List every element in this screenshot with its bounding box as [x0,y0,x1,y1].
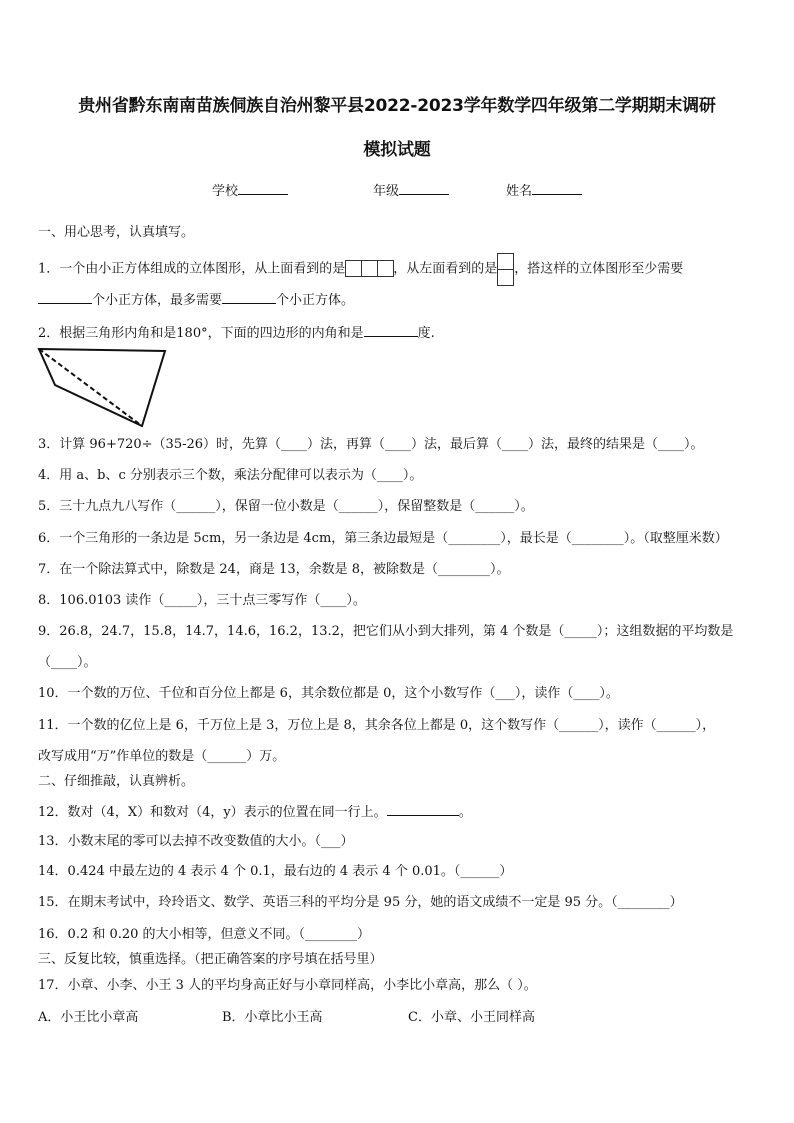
answer-blank[interactable] [364,322,418,337]
quadrilateral-shape [39,349,165,426]
question-1-cont: 个小正方体，最多需要 个小正方体。 [38,289,354,311]
section-3-heading: 三、反复比较，慎重选择。（把正确答案的序号填在括号里） [38,952,383,967]
question-5: 5．三十九点九八写作（______），保留一位小数是（______），保留整数是（______）。 [38,499,534,514]
question-11: 11．一个数的亿位上是 6，千万位上是 3，万位上是 8，其余各位上都是 0，这个数写作（______），读作（______）， [38,718,716,733]
question-10: 10．一个数的万位、千位和百分位上都是 6，其余数位都是 0，这个小数写作（___），读作（____）。 [38,686,619,701]
question-4: 4．用 a、b、c 分别表示三个数，乘法分配律可以表示为（____）。 [38,468,423,483]
student-info [0,180,794,200]
question-1: 1．一个由小正方体组成的立体图形，从上面看到的是 ，从左面看到的是 ，搭这样的立体图形至少需要 [38,253,683,285]
left-view-figure [497,253,514,285]
section-2-heading: 二、仔细推敲，认真辨析。 [38,774,195,789]
diagonal-line [39,349,142,426]
answer-blank[interactable] [387,801,459,816]
question-11-cont: 改写成用“万”作单位的数是（______）万。 [38,749,286,764]
option-b[interactable]: B．小章比小王高 [222,1010,323,1025]
option-a[interactable]: A．小王比小章高 [38,1010,139,1025]
school-field[interactable]: 学校 [212,180,288,199]
question-15: 15．在期末考试中，玲玲语文、数学、英语三科的平均分是 95 分，她的语文成绩不一定是 95 分。（________） [38,895,683,910]
question-17: 17．小章、小李、小王 3 人的平均身高正好与小章同样高，小李比小章高，那么（ ）。 [38,978,537,993]
question-3: 3．计算 96+720÷（35-26）时，先算（____）法，再算（____）法，最后算（____）法，最终的结果是（____）。 [38,437,704,452]
question-7: 7．在一个除法算式中，除数是 24，商是 13，余数是 8，被除数是（________）。 [38,562,510,577]
question-13: 13．小数末尾的零可以去掉不改变数值的大小。（___） [38,834,354,849]
section-1-heading: 一、用心思考，认真填写。 [38,225,195,240]
quadrilateral-figure [36,345,170,429]
name-field[interactable]: 姓名 [506,180,582,199]
question-9-cont: （____）。 [38,655,97,670]
question-16: 16．0.2 和 0.20 的大小相等，但意义不同。（________） [38,927,371,942]
question-6: 6．一个三角形的一条边是 5cm，另一条边是 4cm，第三条边最短是（________），最长是（________）。（取整厘米数） [38,531,728,546]
question-2: 2．根据三角形内角和是180°，下面的四边形的内角和是 度. [38,322,435,344]
option-c[interactable]: C．小章、小王同样高 [408,1010,535,1025]
title-line-2: 模拟试题 [363,140,431,160]
question-12: 12．数对（4，X）和数对（4，y）表示的位置在同一行上。 。 [38,801,472,823]
answer-blank[interactable] [222,289,276,304]
question-14: 14．0.424 中最左边的 4 表示 4 个 0.1，最右边的 4 表示 4 个 0.01。（______） [38,864,513,879]
answer-blank[interactable] [38,289,92,304]
question-9: 9．26.8，24.7，15.8，14.7，14.6，16.2，13.2，把它们从小到大排列，第 4 个数是（_____）；这组数据的平均数是 [38,624,734,639]
grade-field[interactable]: 年级 [373,180,449,199]
top-view-figure [345,259,393,279]
question-8: 8．106.0103 读作（_____），三十点三零写作（____）。 [38,593,366,608]
title-line-1: 贵州省黔东南南苗族侗族自治州黎平县2022-2023学年数学四年级第二学期期末调研 [78,96,716,116]
page-title [30,84,764,172]
